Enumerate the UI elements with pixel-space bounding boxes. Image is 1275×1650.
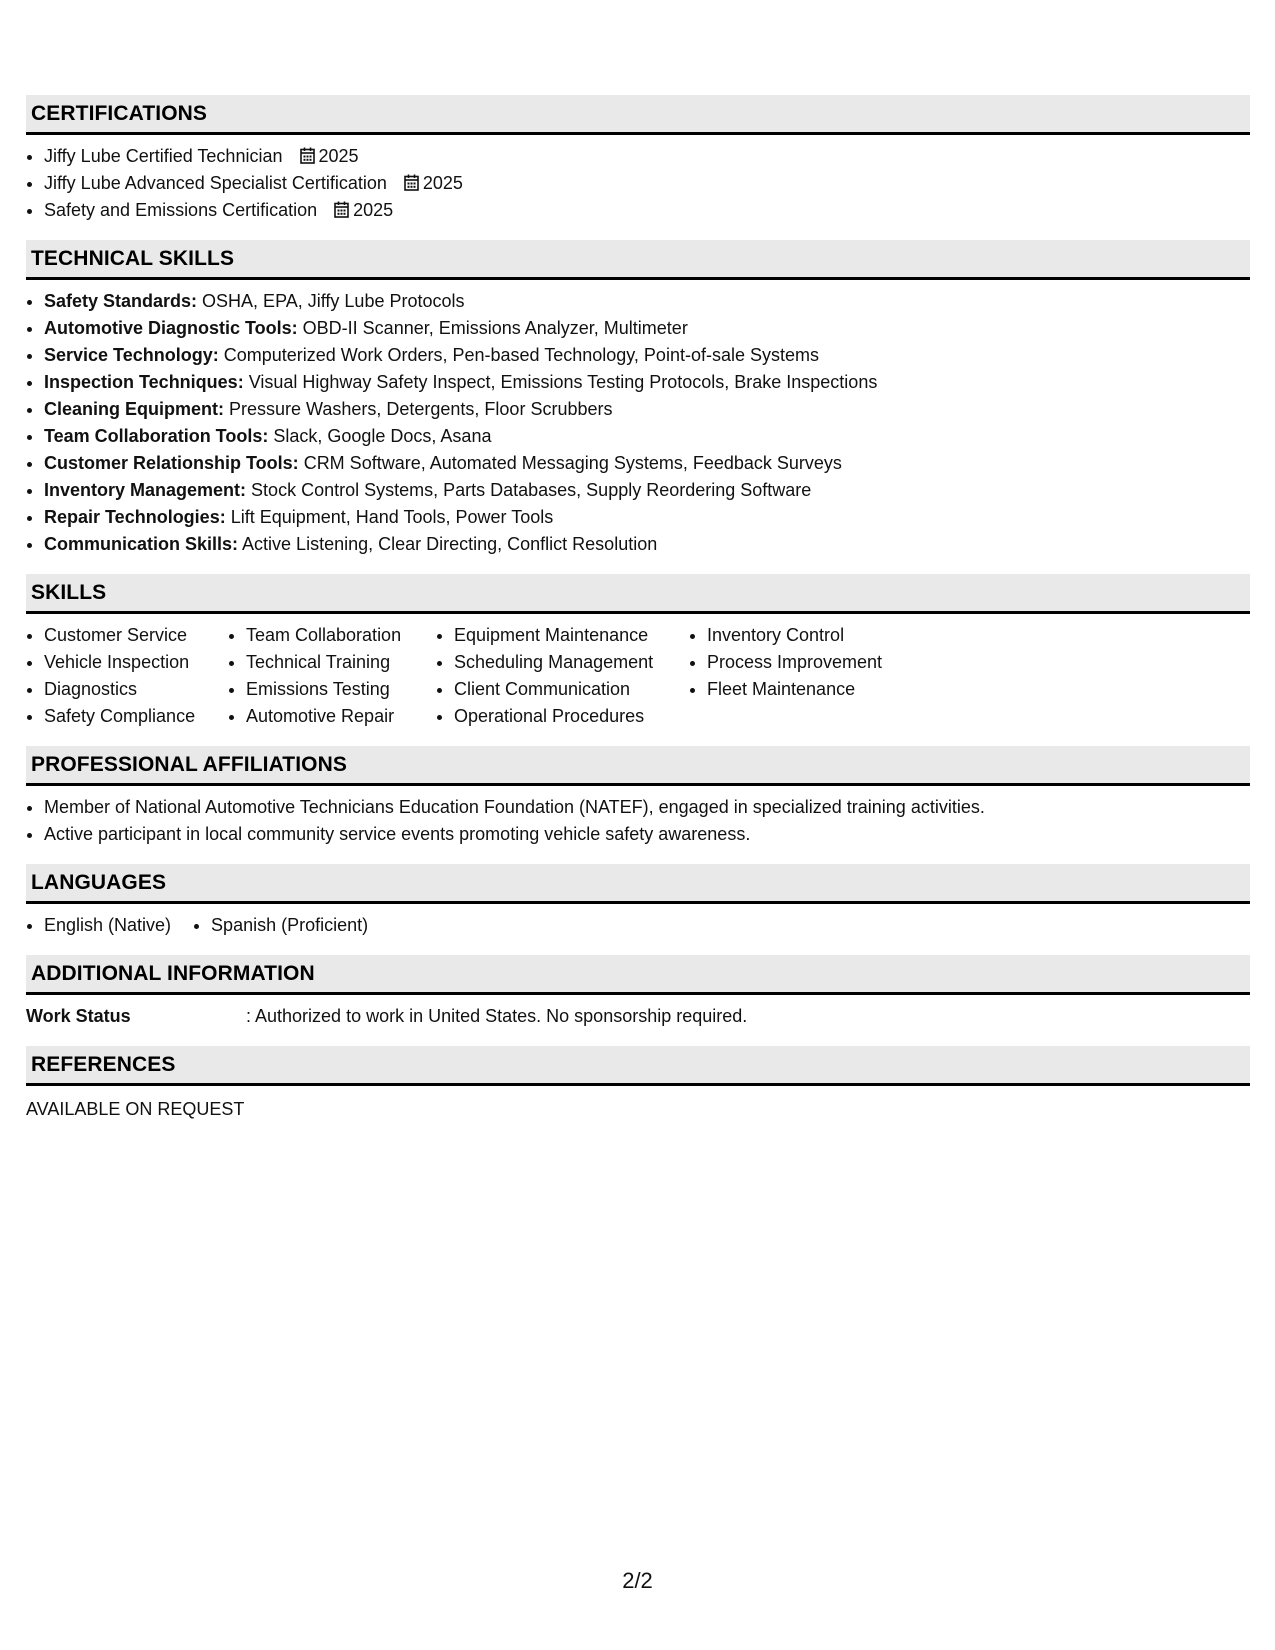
technical-skill-value: Lift Equipment, Hand Tools, Power Tools [225,507,554,527]
technical-skill-label: Automotive Diagnostic Tools: [44,318,298,338]
technical-skill-value: Pressure Washers, Detergents, Floor Scrubbers [224,399,613,419]
skill-item: Fleet Maintenance [689,676,929,703]
skill-item: Emissions Testing [228,676,436,703]
skill-item: Client Communication [436,676,689,703]
technical-skill-value: Active Listening, Clear Directing, Conflict Resolution [238,534,658,554]
skills-column [436,622,689,730]
skills-grid [26,622,1250,730]
references-section [26,1046,1250,1123]
technical-skill-label: Inspection Techniques: [44,372,244,392]
technical-skill-label: Repair Technologies: [44,507,226,527]
section-title-certifications: CERTIFICATIONS [26,95,1250,135]
calendar-icon [404,174,419,191]
certification-name: Jiffy Lube Advanced Specialist Certification [44,173,387,193]
technical-skill-value: Slack, Google Docs, Asana [268,426,492,446]
skills-column [689,622,929,730]
calendar-icon [334,201,349,218]
skills-column [228,622,436,730]
languages-row [26,912,1250,939]
technical-skill-value: Visual Highway Safety Inspect, Emissions Testing Protocols, Brake Inspections [243,372,878,392]
skill-item: Automotive Repair [228,703,436,730]
certification-item [26,143,1250,170]
technical-skill-label: Customer Relationship Tools: [44,453,299,473]
technical-skill-value: Stock Control Systems, Parts Databases, Supply Reordering Software [246,480,812,500]
skill-item: Customer Service [26,622,228,649]
skills-column [26,622,228,730]
skill-item: Team Collaboration [228,622,436,649]
skill-item: Operational Procedures [436,703,689,730]
affiliations-list [26,794,1250,848]
technical-skill-item [26,342,1250,369]
resume-page [26,95,1250,1139]
skill-item: Safety Compliance [26,703,228,730]
certification-item [26,170,1250,197]
technical-skill-item [26,369,1250,396]
technical-skill-value: Computerized Work Orders, Pen-based Technology, Point-of-sale Systems [218,345,819,365]
technical-skill-item [26,531,1250,558]
affiliations-section [26,746,1250,848]
skill-item: Process Improvement [689,649,929,676]
technical-skill-item [26,504,1250,531]
skill-item: Diagnostics [26,676,228,703]
technical-skill-value: CRM Software, Automated Messaging Systems, Feedback Surveys [298,453,842,473]
technical-skill-item [26,315,1250,342]
language-item: Spanish (Proficient) [193,912,368,939]
section-title-skills: SKILLS [26,574,1250,614]
certification-name: Safety and Emissions Certification [44,200,318,220]
certifications-section [26,95,1250,224]
languages-list [26,912,390,939]
section-title-affiliations: PROFESSIONAL AFFILIATIONS [26,746,1250,786]
technical-skill-item [26,477,1250,504]
technical-skill-item [26,288,1250,315]
technical-skill-label: Service Technology: [44,345,219,365]
section-title-technical-skills: TECHNICAL SKILLS [26,240,1250,280]
technical-skill-item [26,450,1250,477]
technical-skill-item [26,423,1250,450]
work-status-label: Work Status [26,1006,131,1026]
work-status-value: : Authorized to work in United States. No sponsorship required. [246,1006,748,1026]
technical-skill-item [26,396,1250,423]
section-title-languages: LANGUAGES [26,864,1250,904]
affiliation-item: Active participant in local community service events promoting vehicle safety awareness. [26,821,1250,848]
affiliation-item: Member of National Automotive Technicians Education Foundation (NATEF), engaged in specialized training activities. [26,794,1250,821]
technical-skill-label: Safety Standards: [44,291,198,311]
skill-item: Equipment Maintenance [436,622,689,649]
calendar-icon [300,147,315,164]
certification-item [26,197,1250,224]
languages-section [26,864,1250,939]
technical-skill-label: Team Collaboration Tools: [44,426,269,446]
skill-item: Inventory Control [689,622,929,649]
certification-year: 2025 [318,146,359,166]
section-title-additional-info: ADDITIONAL INFORMATION [26,955,1250,995]
skill-item: Technical Training [228,649,436,676]
skill-item: Vehicle Inspection [26,649,228,676]
references-text: AVAILABLE ON REQUEST [26,1099,245,1119]
technical-skill-value: OSHA, EPA, Jiffy Lube Protocols [197,291,465,311]
technical-skills-section [26,240,1250,558]
language-item: English (Native) [26,912,171,939]
additional-info-section [26,955,1250,1030]
technical-skill-value: OBD-II Scanner, Emissions Analyzer, Multimeter [297,318,688,338]
page-number: 2/2 [622,1568,653,1593]
technical-skill-label: Communication Skills: [44,534,239,554]
technical-skills-list [26,288,1250,558]
work-status-row [26,1003,1250,1030]
certification-year: 2025 [353,200,394,220]
certification-name: Jiffy Lube Certified Technician [44,146,283,166]
section-title-references: REFERENCES [26,1046,1250,1086]
certification-year: 2025 [422,173,463,193]
certifications-list [26,143,1250,224]
skills-section [26,574,1250,730]
skill-item: Scheduling Management [436,649,689,676]
technical-skill-label: Inventory Management: [44,480,247,500]
technical-skill-label: Cleaning Equipment: [44,399,224,419]
